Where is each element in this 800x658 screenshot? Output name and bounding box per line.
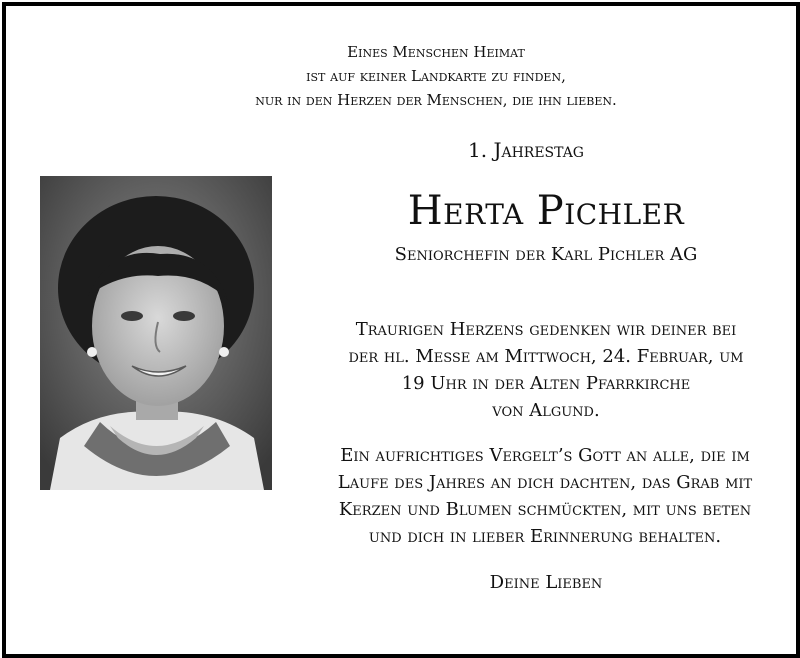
anniversary-label: 1. Jahrestag bbox=[468, 138, 584, 162]
mass-notice-line: von Algund. bbox=[492, 400, 600, 421]
mass-notice-line: 19 Uhr in der Alten Pfarrkirche bbox=[401, 373, 691, 394]
thanks-line: Kerzen und Blumen schmückten, mit uns beten bbox=[338, 499, 752, 520]
mass-notice-line: Traurigen Herzens gedenken wir deiner bei bbox=[355, 319, 737, 340]
mass-notice-line: der hl. Messe am Mittwoch, 24. Februar, um bbox=[348, 346, 744, 367]
obituary-card bbox=[2, 2, 800, 658]
motto-line: Eines Menschen Heimat bbox=[347, 43, 525, 61]
deceased-name: Herta Pichler bbox=[407, 188, 685, 234]
motto-line: ist auf keiner Landkarte zu finden, bbox=[306, 67, 566, 85]
portrait-illustration bbox=[40, 176, 272, 490]
deceased-role: Seniorchefin der Karl Pichler AG bbox=[394, 244, 698, 265]
thanks-text bbox=[306, 442, 784, 550]
portrait-photo bbox=[40, 176, 272, 490]
thanks-line: Ein aufrichtiges Vergelt’s Gott an alle, die im bbox=[340, 445, 750, 466]
motto-line: nur in den Herzen der Menschen, die ihn lieben. bbox=[255, 91, 617, 109]
motto bbox=[236, 40, 636, 112]
thanks-line: Laufe des Jahres an dich dachten, das Grab mit bbox=[337, 472, 753, 493]
mass-notice bbox=[311, 316, 781, 424]
thanks-line: und dich in lieber Erinnerung behalten. bbox=[368, 526, 722, 547]
signature: Deine Lieben bbox=[489, 572, 603, 593]
